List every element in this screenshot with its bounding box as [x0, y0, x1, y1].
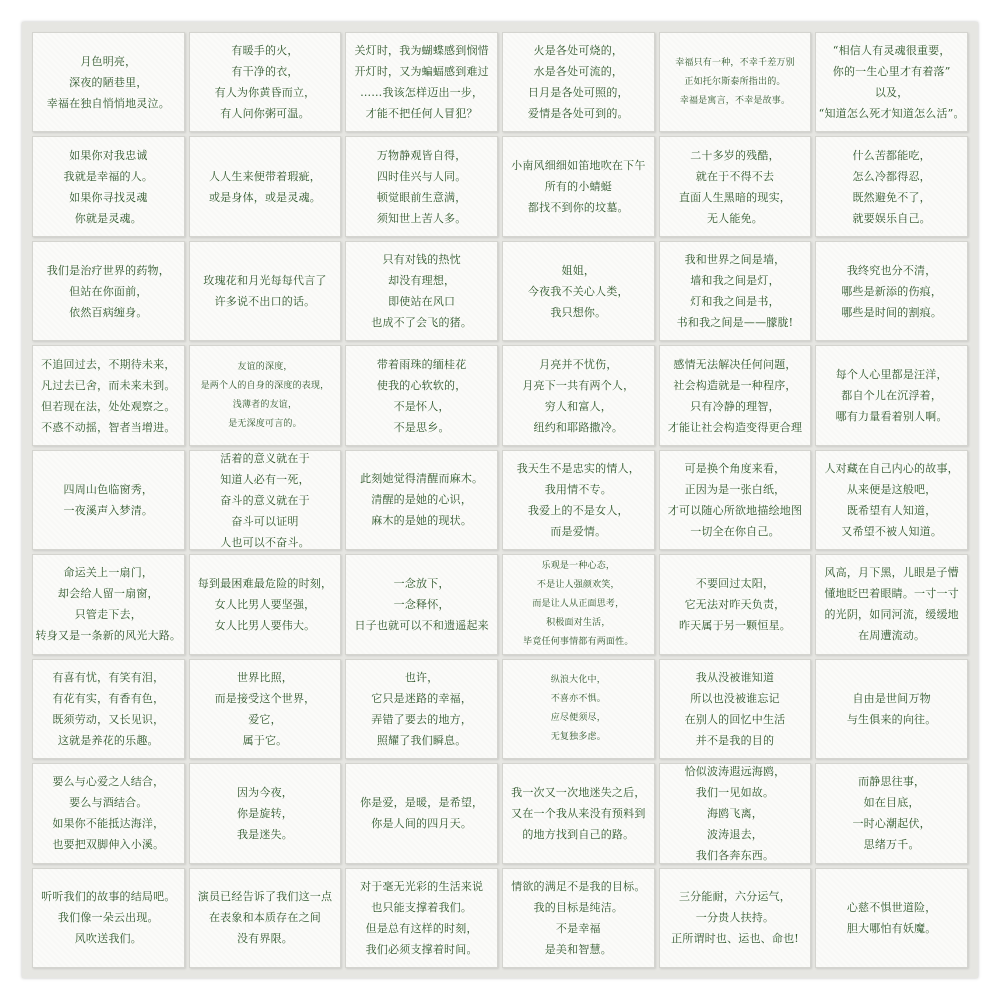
- quote-line: 既须劳动，又长见识，: [52, 712, 165, 726]
- quote-line: 正因为是一张白纸，: [684, 482, 786, 496]
- quote-line: 在周遭流动。: [858, 629, 926, 643]
- quote-card: [815, 241, 968, 341]
- quote-line: 但站在你面前，: [69, 284, 148, 298]
- quote-line: 麻木的是她的现状。: [371, 514, 473, 528]
- quote-line: 有人问你粥可温。: [220, 107, 310, 121]
- quote-line: 不惑不动摇，智者当增进。: [41, 420, 176, 434]
- quote-line: 也要把双脚伸入小溪。: [52, 838, 165, 852]
- quote-line: 深夜的陋巷里，: [69, 75, 148, 89]
- quote-card: [659, 868, 812, 968]
- quote-line: 日子也就可以不和遗遥起来: [354, 618, 489, 632]
- quote-line: 不要回过太阳，: [695, 576, 775, 590]
- quote-line: 但是总有这样的时刻，: [365, 921, 478, 935]
- quote-card: [189, 241, 342, 341]
- quote-line: 或是身体，或是灵魂。: [208, 190, 321, 204]
- quote-line: 纵浪大化中，: [550, 674, 606, 685]
- quote-line: 日月是各处可照的，: [527, 86, 629, 100]
- quote-card: [815, 554, 968, 654]
- quote-line: 一时心潮起伏，: [852, 817, 931, 831]
- quote-line: 听听我们的故事的结局吧。: [41, 890, 176, 904]
- quote-line: 在别人的回忆中生活: [684, 712, 786, 726]
- quote-line: 凡过去已舍，而未来未到。: [41, 378, 176, 392]
- quote-line: 玫瑰花和月光每每代言了: [203, 274, 327, 288]
- quote-line: 它只是迷路的幸福，: [371, 691, 473, 705]
- quote-line: 四时佳兴与人同。: [376, 169, 467, 183]
- quote-card: [502, 763, 655, 863]
- quote-line: 它无法对昨天负责，: [684, 597, 786, 611]
- quote-card: [815, 345, 968, 445]
- quote-line: 乐观是一种心态，: [541, 560, 616, 571]
- quote-line: 依然百病缠身。: [69, 305, 148, 319]
- quote-card: [345, 868, 498, 968]
- quote-line: 我们一见如故。: [695, 785, 775, 799]
- quote-line: 开灯时，又为蝙蝠感到难过: [354, 65, 489, 79]
- quote-line: 有暖手的火，: [231, 44, 299, 58]
- quote-line: 女人比男人要伟大。: [214, 618, 316, 632]
- quote-line: 哪些是新添的伤痕，: [841, 284, 943, 298]
- quote-line: 积极面对生活，: [546, 617, 611, 628]
- quote-card: [345, 241, 498, 341]
- quote-line: 波涛退去，: [706, 827, 763, 841]
- quote-line: 如果你寻找灵魂: [69, 190, 148, 204]
- quote-line: 而是爱情。: [550, 524, 607, 538]
- quote-line: 有干净的衣，: [231, 65, 299, 79]
- quote-line: 我就是幸福的人。: [63, 169, 154, 183]
- quote-card: [815, 450, 968, 550]
- quote-line: 感情无法解决任何问题，: [673, 357, 797, 371]
- quote-line: 我从没被谁知道: [695, 670, 775, 684]
- quote-line: 没有界限。: [236, 932, 293, 946]
- quote-line: 因为今夜，: [236, 785, 293, 799]
- quote-line: 浅薄者的友谊，: [232, 399, 298, 410]
- quote-line: 正所谓时也、运也、命也!: [671, 932, 799, 946]
- quote-card: [815, 32, 968, 132]
- quote-line: 不喜亦不惧。: [550, 693, 606, 704]
- quote-card: [345, 136, 498, 236]
- quote-line: 活着的意义就在于: [220, 451, 310, 465]
- quote-card: [32, 32, 185, 132]
- quote-line: 也成不了会飞的猪。: [371, 316, 473, 330]
- quote-line: 不是思乡。: [393, 420, 450, 434]
- quote-line: 三分能耐，六分运气，: [678, 890, 791, 904]
- quote-line: 不是怀人，: [393, 399, 450, 413]
- quote-line: 友谊的深度，: [237, 361, 293, 372]
- quote-line: 四周山色临窗秀，: [63, 482, 154, 496]
- quote-line: 照耀了我们瞬息。: [376, 733, 467, 747]
- quote-line: 使我的心软软的，: [376, 378, 467, 392]
- quote-line: 每个人心里都是汪洋，: [835, 368, 948, 382]
- quote-line: 我们像一朵云出现。: [57, 911, 159, 925]
- quote-card: [345, 450, 498, 550]
- quote-line: 纽约和耶路撒冷。: [533, 420, 624, 434]
- quote-line: ……我该怎样迈出一步，: [360, 86, 484, 100]
- quote-card: [659, 136, 812, 236]
- quote-line: 是美和智慧。: [544, 942, 612, 956]
- quote-line: 二十多岁的残酷，: [690, 148, 780, 162]
- quote-line: 都自个儿在沉浮着，: [841, 389, 943, 403]
- quote-card: [502, 136, 655, 236]
- quote-line: 的地方找到自己的路。: [522, 827, 635, 841]
- quote-line: 却没有理想，: [388, 274, 456, 288]
- quote-card: [659, 450, 812, 550]
- quote-line: 一切全在你自己。: [690, 524, 780, 538]
- quote-line: 胆大哪怕有妖魔。: [846, 921, 937, 935]
- quote-card: [189, 868, 342, 968]
- quote-line: 我的目标是纯洁。: [533, 900, 624, 914]
- quote-line: 懂地眨巴着眼睛。一寸一寸: [824, 587, 959, 601]
- quote-line: 怎么冷都得忍，: [852, 169, 931, 183]
- quote-line: 我们是治疗世界的药物，: [46, 263, 170, 277]
- quote-line: 也许，: [404, 670, 439, 684]
- quote-line: 穷人和富人，: [544, 399, 612, 413]
- quote-line: 此刻她觉得清醒而麻木。: [360, 472, 484, 486]
- collage-board: [22, 22, 978, 978]
- quote-line: 昨天属于另一颗恒星。: [678, 618, 791, 632]
- quote-card: [32, 450, 185, 550]
- quote-line: 自由是世间万物: [852, 691, 931, 705]
- quote-line: 不是幸福: [555, 921, 601, 935]
- quote-line: 要么与心爱之人结合，: [52, 775, 165, 789]
- quote-line: 如果你对我忠诚: [69, 148, 148, 162]
- quote-line: 却会给人留一扇窗，: [57, 587, 159, 601]
- quote-line: 无复独多虑。: [550, 731, 606, 742]
- quote-line: 如果你不能抵达海洋，: [52, 817, 165, 831]
- quote-line: 就在于不得不去: [695, 169, 775, 183]
- quote-line: 女人比男人要坚强，: [214, 597, 316, 611]
- quote-line: 一分贵人扶持。: [695, 911, 775, 925]
- quote-card: [345, 554, 498, 654]
- quote-line: 我们各奔东西。: [695, 848, 775, 862]
- quote-line: 关灯时，我为蝴蝶感到悯惜: [354, 44, 489, 58]
- quote-card-grid: [32, 32, 968, 968]
- quote-line: 人对藏在自己内心的故事，: [824, 461, 959, 475]
- quote-line: 爱它，: [248, 712, 282, 726]
- quote-card: [815, 868, 968, 968]
- quote-line: 才能不把任何人冒犯？: [365, 107, 478, 121]
- quote-line: 是无深度可言的。: [228, 418, 302, 429]
- quote-line: 都找不到你的坟墓。: [527, 201, 629, 215]
- quote-line: 墙和我之间是灯，: [690, 274, 780, 288]
- quote-line: 也只能支撑着我们。: [371, 900, 473, 914]
- quote-line: 月色明亮，: [80, 54, 137, 68]
- quote-card: [815, 763, 968, 863]
- quote-card: [189, 450, 342, 550]
- quote-card: [502, 450, 655, 550]
- quote-line: 一念释怀，: [393, 597, 450, 611]
- quote-card: [502, 345, 655, 445]
- quote-card: [659, 32, 812, 132]
- quote-line: 我们必须支撑着时间。: [365, 942, 478, 956]
- quote-line: 我只想你。: [550, 305, 607, 319]
- quote-line: 今夜我不关心人类，: [527, 284, 629, 298]
- quote-line: 姐姐，: [561, 263, 596, 277]
- quote-line: 只有对钱的热忱: [382, 253, 461, 267]
- quote-card: [189, 659, 342, 759]
- quote-line: 每到最困难最危险的时刻，: [197, 576, 333, 590]
- quote-line: 我终究也分不清，: [846, 263, 937, 277]
- quote-line: 你是爱，是暖，是希望，: [360, 796, 484, 810]
- quote-card: [659, 345, 812, 445]
- quote-line: 我和世界之间是墙，: [684, 253, 786, 267]
- quote-line: 才可以随心所欲地描绘地图: [667, 503, 803, 517]
- quote-line: 我天生不是忠实的情人，: [516, 461, 640, 475]
- quote-line: 什么苦都能吃，: [852, 148, 931, 162]
- quote-line: 月亮并不忧伤，: [539, 357, 618, 371]
- quote-card: [32, 659, 185, 759]
- quote-line: 不追回过去，不期待未来，: [41, 357, 176, 371]
- quote-line: 以及，: [874, 86, 909, 100]
- quote-line: 恰似波涛遐远海鸥，: [684, 764, 786, 778]
- quote-line: 即使站在风口: [388, 295, 456, 309]
- quote-line: 我一次又一次地迷失之后，: [511, 785, 646, 799]
- quote-line: 这就是养花的乐趣。: [57, 733, 159, 747]
- quote-line: 只有冷静的理智，: [690, 399, 780, 413]
- quote-line: 直面人生黑暗的现实，: [678, 190, 791, 204]
- quote-line: 你就是灵魂。: [74, 211, 142, 225]
- quote-line: 无人能免。: [706, 211, 763, 225]
- quote-line: 奋斗可以证明: [231, 514, 299, 528]
- quote-card: [345, 659, 498, 759]
- quote-line: 幸福在独自悄悄地灵泣。: [46, 96, 170, 110]
- quote-card: [659, 241, 812, 341]
- quote-line: 所有的小蜻蜓: [544, 180, 612, 194]
- quote-card: [659, 659, 812, 759]
- quote-line: 而静思往事，: [858, 775, 926, 789]
- quote-card: [659, 554, 812, 654]
- quote-card: [189, 554, 342, 654]
- quote-line: 人人生来便带着瑕疵，: [208, 169, 321, 183]
- quote-card: [502, 554, 655, 654]
- quote-line: 而是接受这个世界，: [214, 691, 316, 705]
- quote-line: 毕竟任何事情都有两面性。: [523, 636, 634, 647]
- quote-line: 书和我之间是——朦胧!: [676, 316, 794, 330]
- quote-line: “相信人有灵魂很重要，: [832, 44, 951, 58]
- quote-line: 要么与酒结合。: [69, 796, 148, 810]
- quote-line: 火是各处可烧的，: [533, 44, 624, 58]
- quote-card: [345, 345, 498, 445]
- quote-line: 演员已经告诉了我们这一点: [197, 890, 333, 904]
- quote-line: 就要娱乐自己。: [852, 211, 931, 225]
- quote-line: 又在一个我从来没有预料到: [511, 806, 646, 820]
- quote-line: 你的一生心里才有着落”: [832, 65, 951, 79]
- quote-line: 世界比照，: [236, 670, 293, 684]
- quote-line: 可是换个角度来看，: [684, 461, 786, 475]
- quote-line: 但若现在法，处处观察之。: [41, 399, 176, 413]
- quote-line: “知道怎么死才知道怎么活”。: [818, 107, 965, 121]
- quote-line: 如在目底，: [863, 796, 920, 810]
- quote-card: [659, 763, 812, 863]
- quote-card: [502, 868, 655, 968]
- quote-card: [189, 136, 342, 236]
- quote-line: 有喜有忧，有笑有泪，: [52, 670, 165, 684]
- quote-line: 并不是我的目的: [695, 733, 775, 747]
- quote-line: 在表象和本质存在之间: [208, 911, 321, 925]
- quote-line: 哪有力量看着别人啊。: [835, 410, 948, 424]
- quote-line: 须知世上苦人多。: [376, 211, 467, 225]
- quote-line: 月亮下一共有两个人，: [522, 378, 635, 392]
- quote-line: 风高，月下黑，儿眼是子懵: [824, 566, 959, 580]
- quote-line: 心慈不惧世道险，: [846, 900, 937, 914]
- quote-line: 弄错了要去的地方，: [371, 712, 473, 726]
- quote-line: 有人为你黄昏而立，: [214, 86, 316, 100]
- quote-line: 我爱上的不是女人，: [527, 503, 629, 517]
- quote-line: 风吹送我们。: [74, 932, 142, 946]
- quote-line: 一念放下，: [393, 576, 450, 590]
- quote-card: [32, 868, 185, 968]
- quote-line: 社会构造就是一种程序，: [673, 378, 797, 392]
- quote-line: 爱情是各处可到的。: [527, 107, 629, 121]
- quote-line: 而是让人从正面思考，: [532, 598, 625, 609]
- quote-line: 我是迷失。: [236, 827, 293, 841]
- quote-line: 情欲的满足不是我的目标。: [511, 879, 646, 893]
- quote-line: 有花有实，有香有色，: [52, 691, 165, 705]
- quote-card: [189, 32, 342, 132]
- quote-line: 又希望不被人知道。: [841, 524, 943, 538]
- quote-line: 只管走下去，: [74, 608, 142, 622]
- quote-line: 幸福是寓言，不幸是故事。: [679, 95, 791, 106]
- quote-card: [815, 136, 968, 236]
- quote-line: 幸福只有一种，不幸千差万别: [675, 57, 795, 68]
- quote-card: [32, 554, 185, 654]
- quote-line: 思绪万千。: [863, 838, 920, 852]
- quote-line: 顿觉眼前生意满，: [376, 190, 467, 204]
- quote-card: [502, 659, 655, 759]
- quote-line: 命运关上一扇门，: [63, 566, 154, 580]
- quote-line: 是两个人的自身的深度的表现，: [200, 380, 330, 391]
- quote-line: 属于它。: [242, 733, 288, 747]
- quote-line: 一夜溪声入梦清。: [63, 503, 154, 517]
- quote-card: [345, 32, 498, 132]
- quote-line: 所以也没被谁忘记: [690, 691, 780, 705]
- quote-line: 既希望有人知道，: [846, 503, 937, 517]
- quote-card: [502, 241, 655, 341]
- quote-card: [32, 136, 185, 236]
- quote-line: 知道人必有一死，: [220, 472, 310, 486]
- quote-line: 许多说不出口的话。: [214, 295, 316, 309]
- quote-line: 水是各处可流的，: [533, 65, 624, 79]
- quote-line: 哪些是时间的割痕。: [841, 305, 943, 319]
- quote-card: [32, 345, 185, 445]
- quote-line: 奋斗的意义就在于: [220, 493, 310, 507]
- quote-line: 灯和我之间是书，: [690, 295, 780, 309]
- quote-line: 我用情不专。: [544, 482, 612, 496]
- quote-card: [32, 241, 185, 341]
- quote-line: 清醒的是她的心识，: [371, 493, 473, 507]
- quote-line: 与生俱来的向往。: [846, 712, 937, 726]
- quote-line: 你是人间的四月天。: [371, 817, 473, 831]
- quote-line: 你是旋转，: [236, 806, 293, 820]
- quote-line: 不是让人强颜欢笑，: [536, 579, 620, 590]
- quote-line: 海鸥飞离，: [706, 806, 763, 820]
- quote-line: 应尽便须尽，: [550, 712, 606, 723]
- quote-card: [815, 659, 968, 759]
- quote-line: 人也可以不奋斗。: [220, 535, 310, 549]
- quote-line: 带着雨珠的缅桂花: [376, 357, 467, 371]
- quote-card: [189, 345, 342, 445]
- quote-line: 万物静观皆自得，: [376, 148, 467, 162]
- quote-card: [189, 763, 342, 863]
- quote-line: 的光阴，如同河流，缓缓地: [824, 608, 959, 622]
- quote-card: [345, 763, 498, 863]
- quote-line: 才能让社会构造变得更合理: [667, 420, 803, 434]
- quote-card: [502, 32, 655, 132]
- quote-line: 既然避免不了，: [852, 190, 931, 204]
- quote-card: [32, 763, 185, 863]
- quote-line: 从来便是这般吧，: [846, 482, 937, 496]
- quote-line: 转身又是一条新的风光大路。: [35, 629, 182, 643]
- quote-line: 对于毫无光彩的生活来说: [360, 879, 484, 893]
- quote-line: 小南风细细如笛地吹在下午: [511, 159, 646, 173]
- quote-line: 正如托尔斯泰所指出的。: [684, 76, 786, 87]
